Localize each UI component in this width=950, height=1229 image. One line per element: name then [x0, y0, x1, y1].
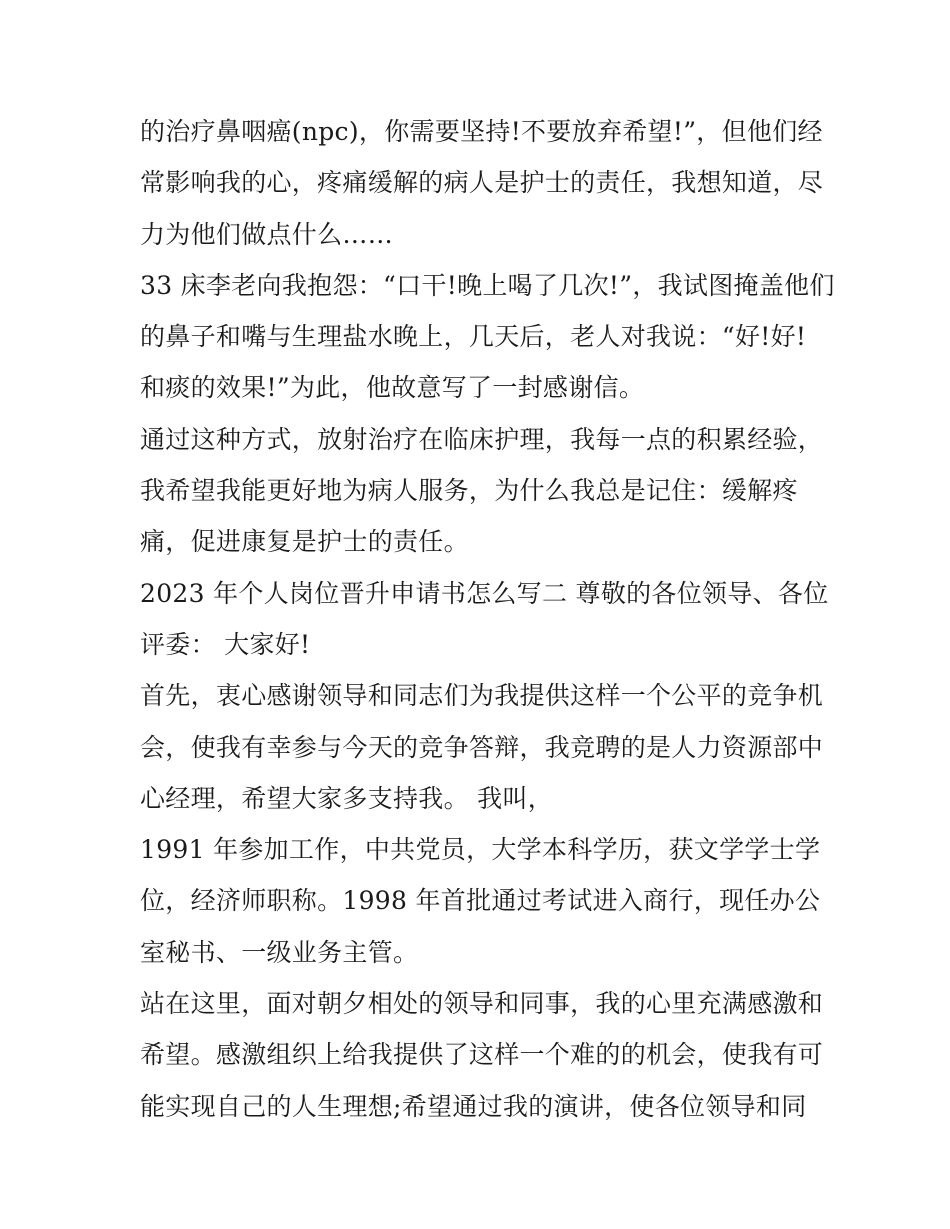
text-line: 会，使我有幸参与今天的竞争答辩，我竞聘的是人力资源部中 [140, 732, 824, 762]
text-line: 常影响我的心，疼痛缓解的病人是护士的责任，我想知道，尽 [140, 168, 824, 198]
text-line: 33 床李老向我抱怨：“口干!晚上喝了几次!”，我试图掩盖他们 [140, 270, 835, 300]
text-line: 评委： 大家好! [140, 629, 311, 659]
text-line: 痛，促进康复是护士的责任。 [140, 527, 469, 557]
document-body [140, 106, 835, 1132]
text-line: 站在这里，面对朝夕相处的领导和同事，我的心里充满感激和 [140, 989, 824, 1019]
text-line: 心经理，希望大家多支持我。 我叫， [140, 783, 554, 813]
text-line: 的治疗鼻咽癌(npc)，你需要坚持!不要放弃希望!”，但他们经 [140, 117, 823, 146]
text-line: 首先，衷心感谢领导和同志们为我提供这样一个公平的竞争机 [140, 681, 824, 711]
text-line: 能实现自己的人生理想;希望通过我的演讲，使各位领导和同 [140, 1091, 807, 1121]
text-line: 通过这种方式，放射治疗在临床护理，我每一点的积累经验， [140, 424, 824, 454]
text-line: 2023 年个人岗位晋升申请书怎么写二 尊敬的各位领导、各位 [140, 578, 829, 608]
text-line: 我希望我能更好地为病人服务，为什么我总是记住：缓解疼 [140, 476, 798, 506]
text-line: 力为他们做点什么…… [140, 219, 394, 249]
text-line: 和痰的效果!”为此，他故意写了一封感谢信。 [140, 373, 645, 403]
text-line: 希望。感激组织上给我提供了这样一个难的的机会，使我有可 [140, 1040, 824, 1070]
text-line: 室秘书、一级业务主管。 [140, 937, 419, 967]
text-line: 的鼻子和嘴与生理盐水晚上，几天后，老人对我说：“好!好! [140, 322, 807, 352]
text-line: 位，经济师职称。1998 年首批通过考试进入商行，现任办公 [140, 886, 821, 916]
text-line: 1991 年参加工作，中共党员，大学本科学历，获文学学士学 [140, 835, 821, 865]
